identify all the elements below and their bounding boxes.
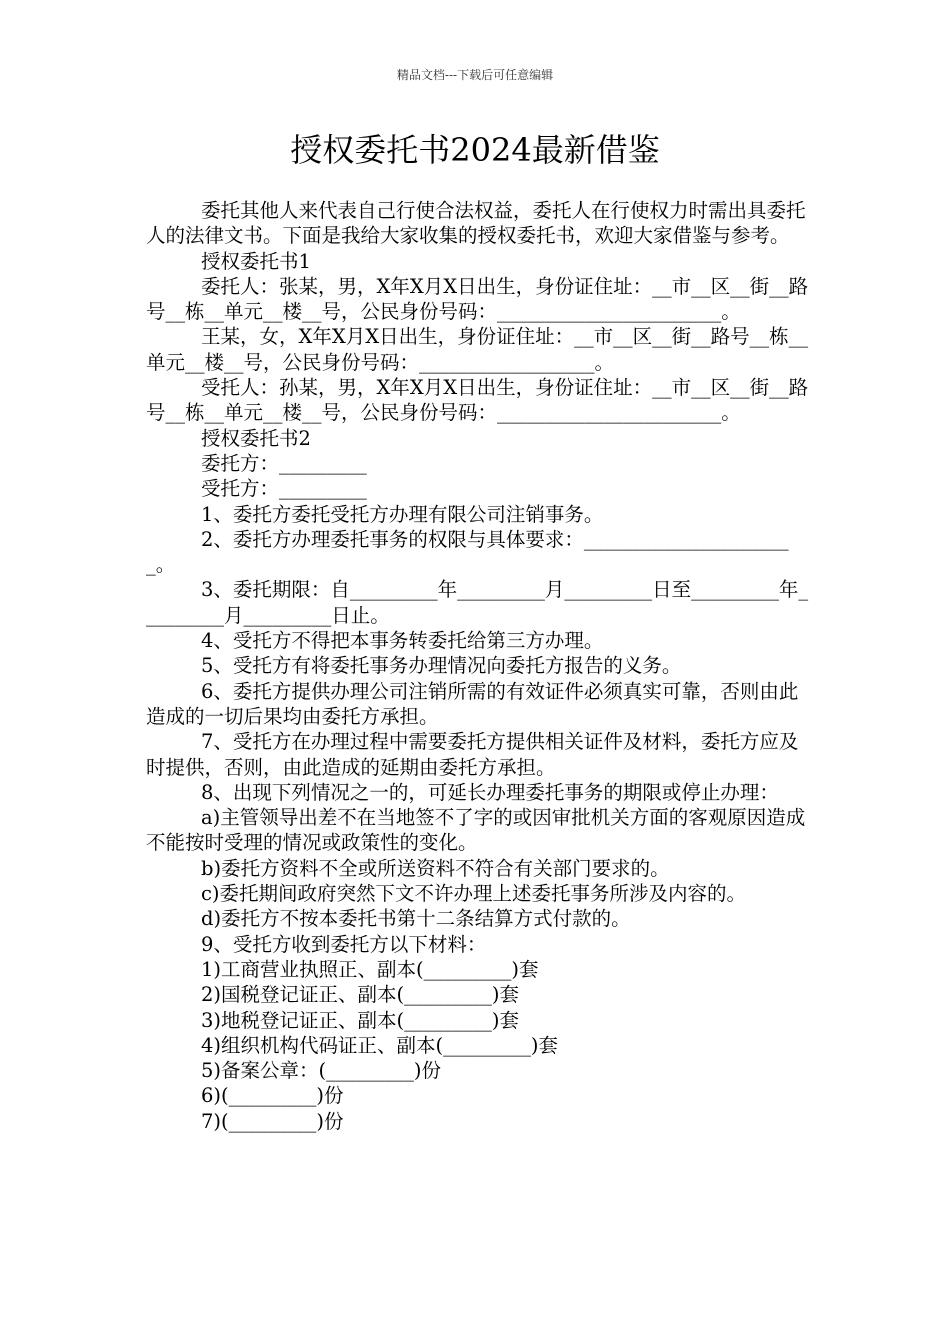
material-item-1: 1)工商营业执照正、副本(_________)套 [201, 957, 539, 981]
material-item-5: 5)备案公章：(_________)份 [201, 1059, 441, 1083]
principal-2-paragraph: 王某，女，X年X月X日出生，身份证住址：__市__区__街__路号__栋__单元__楼__号，公民身份号码：__________________。 [146, 325, 809, 374]
clause-8-a: a)主管领导出差不在当地签不了字的或因审批机关方面的客观原因造成不能按时受理的情况或政策性的变化。 [146, 806, 806, 855]
material-item-6: 6)(_________)份 [201, 1084, 344, 1108]
clause-6: 6、委托方提供办理公司注销所需的有效证件必须真实可靠，否则由此造成的一切后果均由委托方承担。 [146, 679, 799, 728]
principal-party-line: 委托方：_________ [201, 451, 367, 475]
section-heading-2: 授权委托书2 [201, 426, 311, 450]
clause-9: 9、受托方收到委托方以下材料： [201, 932, 487, 956]
clause-5: 5、受托方有将委托事务办理情况向委托方报告的义务。 [201, 654, 682, 678]
clause-8-d: d)委托方不按本委托书第十二条结算方式付款的。 [201, 907, 631, 931]
clause-2: 2、委托方办理委托事务的权限与具体要求：______________________。 [146, 527, 789, 577]
intro-paragraph: 委托其他人来代表自己行使合法权益，委托人在行使权力时需出具委托人的法律文书。下面是我给大家收集的授权委托书，欢迎大家借鉴与参考。 [146, 199, 806, 248]
principal-paragraph: 委托人：张某，男，X年X月X日出生，身份证住址：__市__区__街__路号__栋__单元__楼__号，公民身份号码：_______________________。 [146, 274, 809, 324]
clause-4: 4、受托方不得把本事务转委托给第三方办理。 [201, 629, 604, 653]
document-body [146, 198, 810, 1134]
clause-1: 1、委托方委托受托方办理有限公司注销事务。 [201, 502, 604, 526]
material-item-7: 7)(_________)份 [201, 1109, 344, 1133]
page-header: 精品文档---下载后可任意编辑 [396, 68, 554, 82]
clause-8-c: c)委托期间政府突然下文不许办理上述委托事务所涉及内容的。 [201, 882, 747, 906]
document-title: 授权委托书2024最新借鉴 [290, 131, 660, 169]
agent-paragraph: 受托人：孙某，男，X年X月X日出生，身份证住址：__市__区__街__路号__栋__单元__楼__号，公民身份号码：_______________________。 [146, 376, 809, 425]
clause-3: 3、委托期限：自_________年_________月_________日至_________年_________月_________日止。 [146, 578, 809, 627]
agent-party-line: 受托方：_________ [201, 477, 367, 501]
material-item-2: 2)国税登记证正、副本(_________)套 [201, 983, 519, 1007]
material-item-3: 3)地税登记证正、副本(_________)套 [201, 1008, 519, 1032]
section-heading-1: 授权委托书1 [201, 249, 311, 273]
clause-7: 7、受托方在办理过程中需要委托方提供相关证件及材料，委托方应及时提供，否则，由此造成的延期由委托方承担。 [146, 730, 799, 779]
material-item-4: 4)组织机构代码证正、副本(_________)套 [201, 1033, 558, 1057]
clause-8: 8、出现下列情况之一的，可延长办理委托事务的期限或停止办理： [201, 780, 779, 804]
clause-8-b: b)委托方资料不全或所送资料不符合有关部门要求的。 [201, 856, 670, 880]
